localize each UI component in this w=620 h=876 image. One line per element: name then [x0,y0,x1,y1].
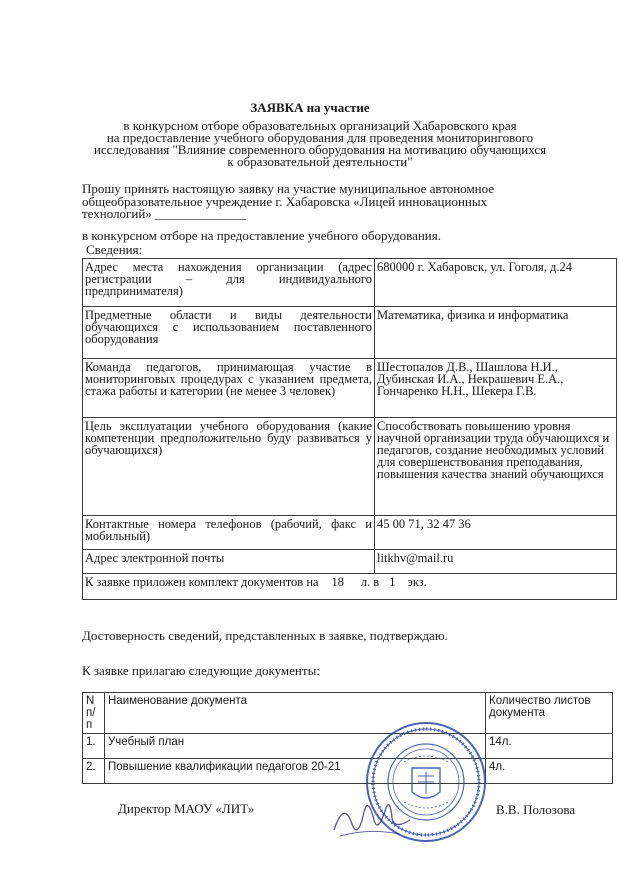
info-row [83,418,617,516]
intro-line: в конкурсном отборе на предоставление учебного оборудования. [82,228,441,243]
attachment-pages: 18 [331,575,344,589]
subtitle-line: исследования "Влияние современного оборудования на мотивацию обучающихся [93,142,547,157]
info-value: litkhv@mail.ru [375,550,617,574]
row-number: 1. [83,734,105,759]
row-number: 2. [83,759,105,784]
info-label: Адрес электронной почты [83,550,375,574]
documents-heading: К заявке прилагаю следующие документы: [82,663,320,678]
attachment-text: л. в [360,575,380,589]
documents-header-row [83,693,613,734]
column-header: N п/п [83,693,105,734]
info-row [83,516,617,550]
document-name: Повышение квалификации педагогов 20-21 [105,759,486,784]
info-row [83,550,617,574]
page-count: 14л. [486,734,613,759]
info-value: Шестопалов Д.В., Шашлова Н.И., Дубинская И.А., Некрашевич Е.А., Гончаренко Н.Н., Шекера Г.В. [375,359,617,418]
intro-line: технологий» ______________ [82,206,247,221]
info-value: 45 00 71, 32 47 36 [375,516,617,550]
info-table [82,258,617,600]
signer-name: В.В. Полозова [496,802,576,817]
intro-paragraph [82,183,542,221]
attachment-copies: 1 [389,575,396,589]
documents-table [82,692,613,784]
director-title: Директор МАОУ «ЛИТ» [118,801,255,816]
column-header: Количество листов документа [486,693,613,734]
table-row [83,759,613,784]
info-row [83,307,617,359]
info-value: Математика, физика и информатика [375,307,617,359]
attachment-count-row [83,574,617,600]
attachment-text: К заявке приложен комплект документов на [85,575,319,589]
subtitle-line: на предоставление учебного оборудования для проведения мониторингового [106,130,534,145]
info-value: 680000 г. Хабаровск, ул. Гоголя, д.24 [375,259,617,307]
info-value: Способствовать повышению уровня научной организации труда обучающихся и педагогов, создание необходимых условий для совершенствования преподавания, повышения качества знаний обучающихся [375,418,617,516]
info-label: Команда педагогов, принимающая участие в мониторинговых процедурах с указанием предмета, стажа работы и категории (не менее 3 человек) [83,359,375,418]
info-row [83,259,617,307]
document-name: Учебный план [105,734,486,759]
info-row [83,359,617,418]
intro-line: Прошу принять настоящую заявку на участие муниципальное автономное [82,181,495,196]
info-label: Адрес места нахождения организации (адрес регистрации – для индивидуального предпринимателя) [83,259,375,307]
signature-icon [330,790,420,850]
document-subtitle [90,120,550,168]
info-label: Контактные номера телефонов (рабочий, факс и мобильный) [83,516,375,550]
page-count: 4л. [486,759,613,784]
intro-line: общеобразовательное учреждение г. Хабаровска «Лицей инновационных [82,193,488,209]
info-label: Предметные области и виды деятельности обучающихся с использованием поставленного оборудования [83,307,375,359]
column-header: Наименование документа [105,693,486,734]
subtitle-line: в конкурсном отборе образовательных организаций Хабаровского края [123,118,517,133]
attachment-count-cell [83,574,617,600]
subtitle-line: к образовательной деятельности" [227,154,413,169]
attachment-text: экз. [407,575,427,589]
table-row [83,734,613,759]
document-title: ЗАЯВКА на участие [250,100,370,115]
section-heading: Сведения: [86,242,143,257]
info-label: Цель эксплуатации учебного оборудования (какие компетенции предположительно буду развиваться у обучающихся) [83,418,375,516]
confirmation-text: Достоверность сведений, представленных в заявке, подтверждаю. [82,628,448,643]
